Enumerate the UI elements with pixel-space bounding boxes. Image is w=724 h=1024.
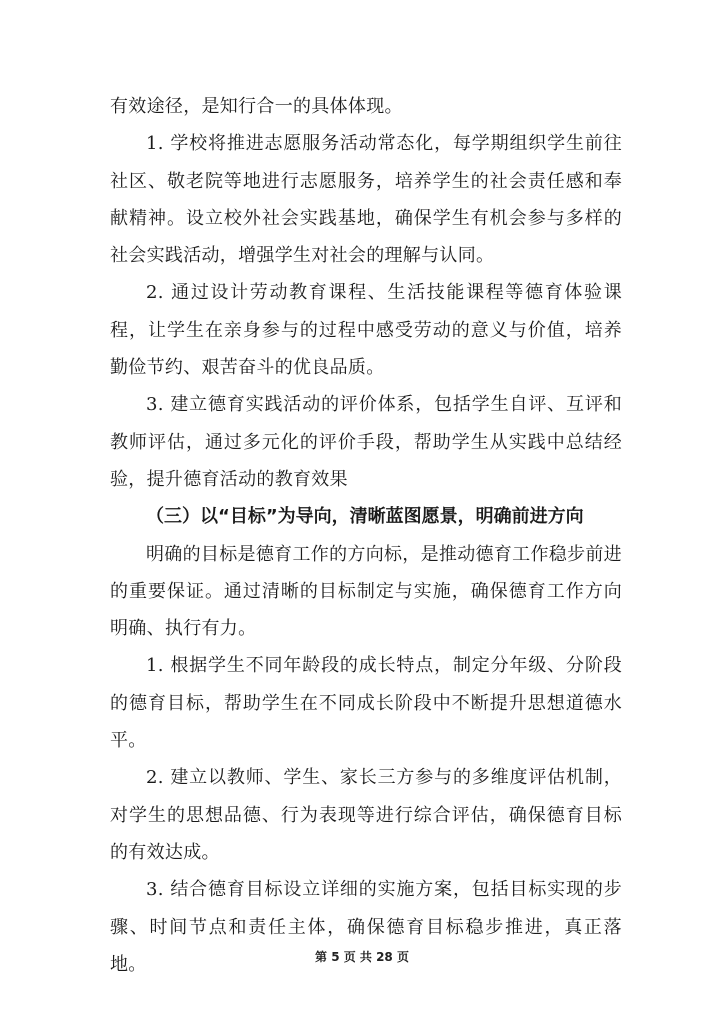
section-heading: （三）以“目标”为导向，清晰蓝图愿景，明确前进方向 — [146, 506, 584, 528]
paragraph-goal-item-2: 2. 建立以教师、学生、家长三方参与的多维度评估机制，对学生的思想品德、行为表现等进行综合评估，确保德育目标的有效达成。 — [110, 767, 622, 863]
document-body — [110, 88, 622, 983]
page-number-footer: 第 5 页 共 28 页 — [315, 950, 409, 964]
paragraph-goal-intro: 明确的目标是德育工作的方向标，是推动德育工作稳步前进的重要保证。通过清晰的目标制定与实施，确保德育工作方向明确、执行有力。 — [110, 543, 622, 640]
paragraph-goal-item-1: 1. 根据学生不同年龄段的成长特点，制定分年级、分阶段的德育目标，帮助学生在不同成长阶段中不断提升思想道德水平。 — [110, 655, 622, 752]
paragraph-goal-item-3: 3. 结合德育目标设立详细的实施方案，包括目标实现的步骤、时间节点和责任主体，确保德育目标稳步推进，真正落地。 — [110, 879, 622, 975]
paragraph-continuation: 有效途径，是知行合一的具体体现。 — [110, 96, 403, 117]
paragraph-item-1-volunteer: 1. 学校将推进志愿服务活动常态化，每学期组织学生前往社区、敬老院等地进行志愿服务，培养学生的社会责任感和奉献精神。设立校外社会实践基地，确保学生有机会参与多样的社会实践活动，增强学生对社会的理解与认同。 — [110, 133, 622, 267]
paragraph-item-3-evaluation: 3. 建立德育实践活动的评价体系，包括学生自评、互评和教师评估，通过多元化的评价手段，帮助学生从实践中总结经验，提升德育活动的教育效果 — [110, 394, 622, 490]
paragraph-item-2-labor-course: 2. 通过设计劳动教育课程、生活技能课程等德育体验课程，让学生在亲身参与的过程中感受劳动的意义与价值，培养勤俭节约、艰苦奋斗的优良品质。 — [110, 282, 622, 379]
